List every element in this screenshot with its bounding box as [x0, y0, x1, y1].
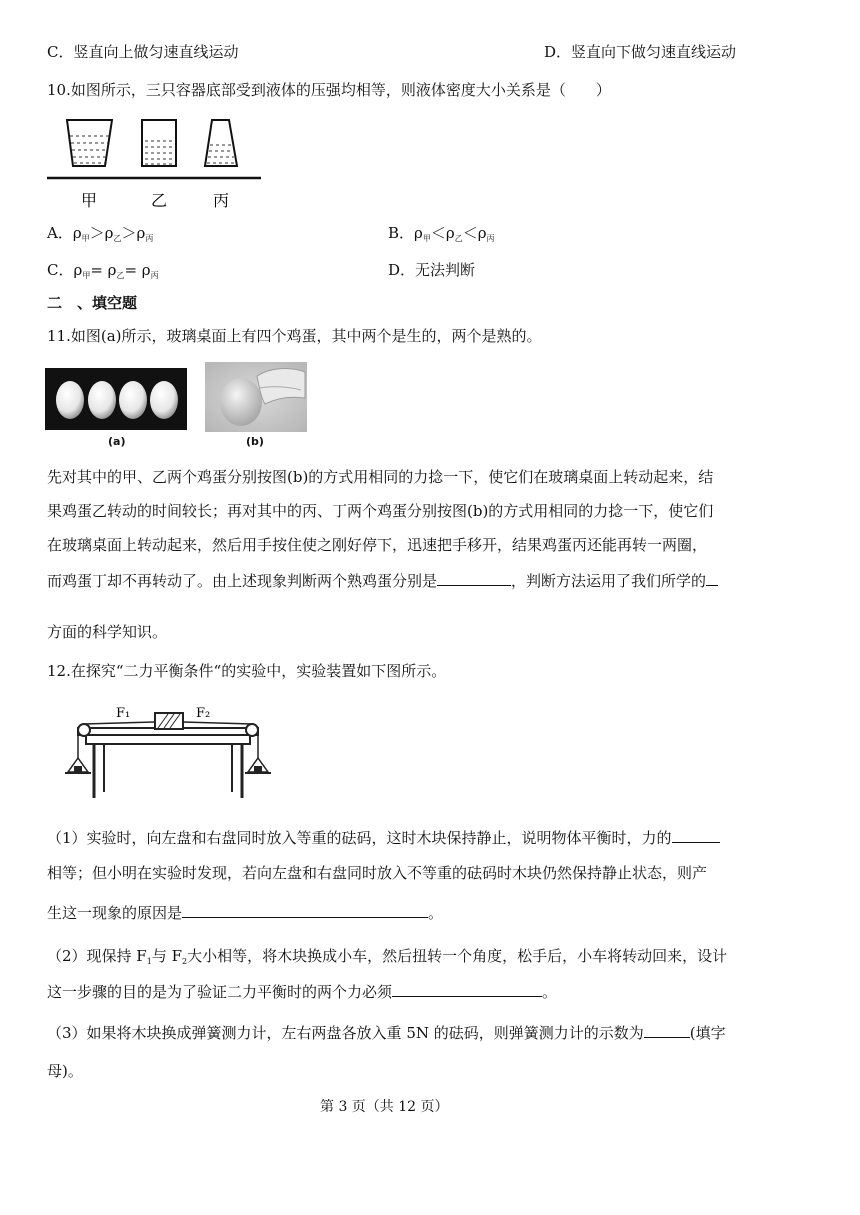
fig-b-label: (b)	[246, 435, 264, 448]
q10-option-d: D．无法判断	[388, 261, 476, 279]
container-yi	[142, 120, 176, 166]
answer-blank[interactable]	[672, 828, 720, 843]
q12-part2-line2: 这一步骤的目的是为了验证二力平衡时的两个力必须 。	[47, 983, 558, 1001]
fig-a-label: (a)	[108, 435, 126, 448]
page-footer: 第 3 页（共 12 页）	[320, 1099, 449, 1115]
q10-option-c: C．$\rho_甲= \rho_乙= \rho_丙$	[47, 261, 159, 280]
label-bing: 丙	[212, 191, 230, 210]
q12-stem: 12.在探究“二力平衡条件“的实验中，实验装置如下图所示。	[47, 662, 447, 680]
answer-blank[interactable]	[437, 571, 511, 586]
q11-line5: 方面的科学知识。	[47, 623, 168, 641]
containers-figure	[47, 110, 267, 214]
q11-line4: 而鸡蛋丁却不再转动了。由上述现象判断两个熟鸡蛋分别是 ，判断方法运用了我们所学的	[47, 570, 718, 592]
section-title: 二 、填空题	[47, 294, 138, 312]
q12-part3-line2: 母)。	[47, 1062, 83, 1080]
q10-stem: 10.如图所示，三只容器底部受到液体的压强均相等，则液体密度大小关系是（ ）	[47, 81, 611, 99]
q11-line1: 先对其中的甲、乙两个鸡蛋分别按图(b)的方式用相同的力捻一下，使它们在玻璃桌面上转动起来，结	[47, 468, 714, 486]
answer-blank[interactable]	[644, 1023, 690, 1038]
q11-line2: 果鸡蛋乙转动的时间较长；再对其中的丙、丁两个鸡蛋分别按图(b)的方式用相同的力捻一下，使它们	[47, 502, 714, 520]
force-f1-label: F₁	[116, 706, 131, 721]
answer-blank[interactable]	[392, 982, 542, 997]
answer-blank[interactable]	[182, 903, 428, 918]
q11-stem: 11.如图(a)所示，玻璃桌面上有四个鸡蛋，其中两个是生的，两个是熟的。	[47, 327, 542, 345]
q12-part1-line3: 生这一现象的原因是 。	[47, 904, 444, 922]
container-bing	[205, 120, 237, 166]
container-jia	[67, 120, 112, 166]
q12-part1-line2: 相等；但小明在实验时发现，若向左盘和右盘同时放入不等重的砝码时木块仍然保持静止状态，则产	[47, 864, 708, 882]
q12-part3-line1: （3）如果将木块换成弹簧测力计，左右两盘各放入重 5N 的砝码，则弹簧测力计的示数为 (填字	[47, 1024, 726, 1042]
q11-line3: 在玻璃桌面上转动起来，然后用手按住使之刚好停下，迅速把手移开，结果鸡蛋丙还能再转一两圈，	[47, 536, 708, 554]
q12-part1-line1: （1）实验时，向左盘和右盘同时放入等重的砝码，这时木块保持静止，说明物体平衡时，力的	[47, 827, 720, 849]
q9-option-c: C．竖直向上做匀速直线运动	[47, 43, 239, 61]
eggs-photo-a	[45, 368, 187, 430]
q12-part2-line1: （2）现保持 $F_1$与 $F_2$大小相等，将木块换成小车，然后扭转一个角度，松手后，小车将转动回来，设计	[47, 947, 728, 966]
label-yi: 乙	[150, 191, 168, 210]
label-jia: 甲	[80, 191, 98, 210]
q10-option-a: A．$\rho_甲>\rho_乙>\rho_丙$	[47, 224, 154, 243]
q9-option-d: D．竖直向下做匀速直线运动	[544, 43, 737, 61]
answer-blank[interactable]	[706, 571, 718, 586]
egg-hand-photo-b	[205, 362, 307, 432]
q10-option-b: B．$\rho_甲<\rho_乙<\rho_丙$	[388, 224, 495, 243]
balance-apparatus-figure	[60, 700, 275, 805]
force-f2-label: F₂	[196, 706, 211, 721]
